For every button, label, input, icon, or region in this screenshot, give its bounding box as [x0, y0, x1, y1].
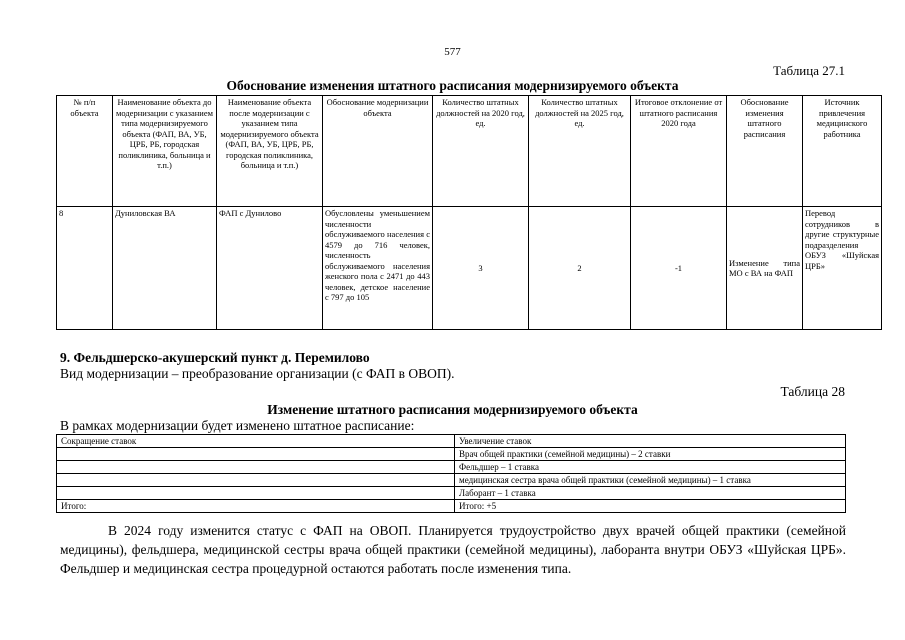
- header-cell: Увеличение ставок: [455, 435, 846, 448]
- increase-cell: медицинская сестра врача общей практики (семейной медицины) – 1 ставка: [455, 474, 846, 487]
- total-right-cell: Итого: +5: [455, 500, 846, 513]
- staff-2020-cell: 3: [433, 207, 529, 330]
- table-row: [57, 474, 846, 487]
- increase-cell: Фельдшер – 1 ставка: [455, 461, 846, 474]
- empty-cell: [57, 448, 455, 461]
- total-left-cell: Итого:: [57, 500, 455, 513]
- table-row: [57, 461, 846, 474]
- staffing-change-table: [56, 434, 846, 513]
- empty-cell: [57, 487, 455, 500]
- table-27-1-label: Таблица 27.1: [773, 63, 845, 78]
- table-27-1-title: Обоснование изменения штатного расписания модернизируемого объекта: [226, 78, 679, 93]
- header-cell: Сокращение ставок: [57, 435, 455, 448]
- modernization-type: Вид модернизации – преобразование организации (с ФАП в ОВОП).: [60, 366, 455, 381]
- table-total-row: [57, 500, 846, 513]
- staff-2025-cell: 2: [529, 207, 631, 330]
- header-cell: Итоговое отклонение от штатного расписания 2020 года: [631, 96, 727, 207]
- header-cell: Количество штатных должностей на 2025 год, ед.: [529, 96, 631, 207]
- table-28-intro: В рамках модернизации будет изменено штатное расписание:: [60, 418, 415, 433]
- reason-cell: Изменение типа МО с ВА на ФАП: [727, 207, 803, 330]
- header-cell: Наименование объекта до модернизации с указанием типа модернизируемого объекта (ФАП, ВА, УБ, ЦРБ, РБ, городская поликлиника, больница и т.п.): [113, 96, 217, 207]
- justification-cell: Обусловлены уменьшением численности обслуживаемого населения с 4579 до 716 человек, численность обслуживаемого населения женского пола с 2471 до 443 человек, детское население с 797 до 105: [323, 207, 433, 330]
- object-number-cell: 8: [57, 207, 113, 330]
- table-header-row: [57, 96, 882, 207]
- body-paragraph: В 2024 году изменится статус с ФАП на ОВОП. Планируется трудоустройство двух врачей общей практики (семейной медицины), фельдшера, медицинской сестры врача общей практики (семейной медицины), лаборанта внутри ОБУЗ «Шуйская ЦРБ». Фельдшер и медицинская сестра процедурной остаются работать после изменения типа.: [60, 523, 846, 576]
- header-cell: Количество штатных должностей на 2020 год, ед.: [433, 96, 529, 207]
- header-cell: Обоснование изменения штатного расписания: [727, 96, 803, 207]
- header-cell: Источник привлечения медицинского работника: [803, 96, 882, 207]
- header-cell: № п/п объекта: [57, 96, 113, 207]
- table-header-row: [57, 435, 846, 448]
- empty-cell: [57, 461, 455, 474]
- increase-cell: Врач общей практики (семейной медицины) – 2 ставки: [455, 448, 846, 461]
- source-cell: Перевод сотрудников в другие структурные подразделения ОБУЗ «Шуйская ЦРБ»: [803, 207, 882, 330]
- header-cell: Обоснование модернизации объекта: [323, 96, 433, 207]
- table-row: [57, 207, 882, 330]
- table-28-label: Таблица 28: [780, 384, 845, 399]
- table-row: [57, 487, 846, 500]
- table-28-title: Изменение штатного расписания модернизируемого объекта: [267, 402, 638, 417]
- table-row: [57, 448, 846, 461]
- deviation-cell: -1: [631, 207, 727, 330]
- increase-cell: Лаборант – 1 ставка: [455, 487, 846, 500]
- section-heading: 9. Фельдшерско-акушерский пункт д. Перемилово: [60, 350, 370, 365]
- staffing-justification-table: [56, 95, 882, 330]
- object-after-cell: ФАП с Дунилово: [217, 207, 323, 330]
- empty-cell: [57, 474, 455, 487]
- object-before-cell: Дуниловская ВА: [113, 207, 217, 330]
- page-number: 577: [444, 46, 461, 58]
- header-cell: Наименование объекта после модернизации с указанием типа модернизируемого объекта (ФАП, ВА, УБ, ЦРБ, РБ, городская поликлиника, больница и т.п.): [217, 96, 323, 207]
